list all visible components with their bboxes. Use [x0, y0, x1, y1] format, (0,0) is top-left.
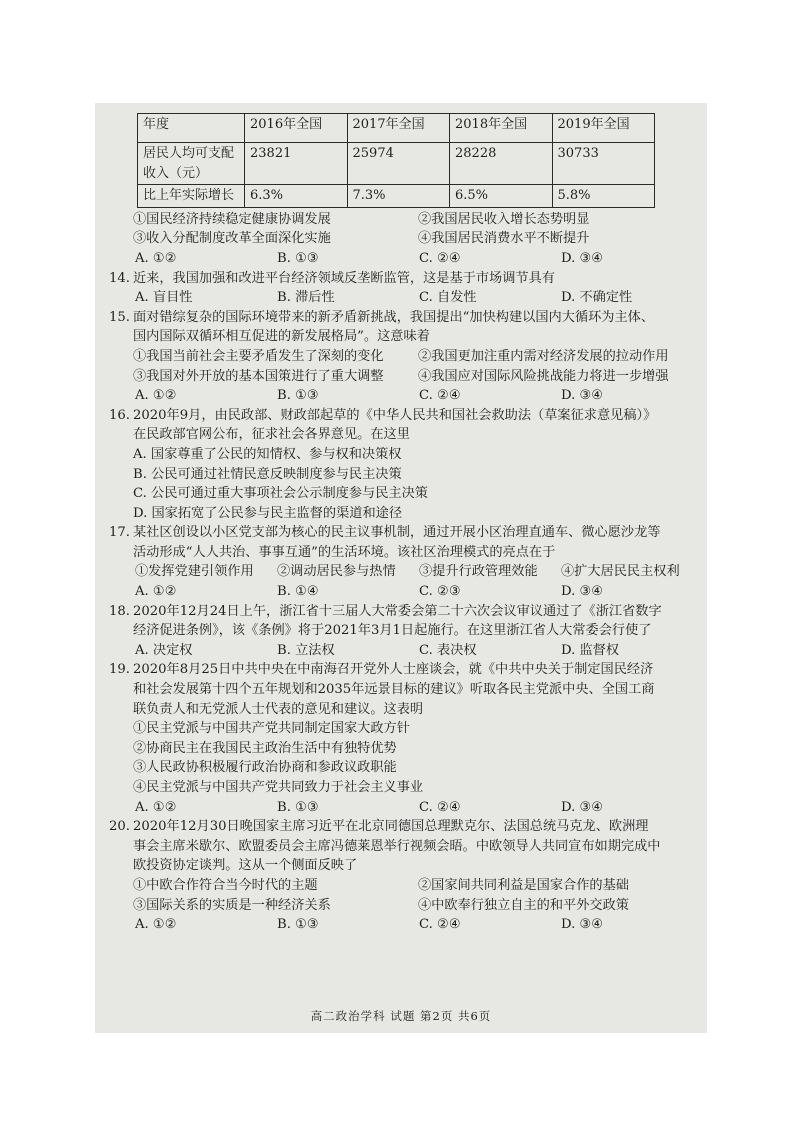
question-stem: 2020年12月30日晚国家主席习近平在北京同德国总理默克尔、法国总统马克龙、欧洲理	[133, 819, 649, 835]
question-18	[109, 602, 703, 661]
question-number: 16.	[109, 407, 130, 423]
option-d: D. ③④	[561, 799, 604, 815]
table-cell: 7.3%	[347, 185, 450, 208]
statement-row	[133, 876, 703, 896]
question-stem: 近来，我国加强和改进平台经济领域反垄断监管，这是基于市场调节具有	[133, 270, 555, 286]
option-d: D. ③④	[561, 388, 604, 404]
statement-row	[133, 562, 703, 582]
statement: ③收入分配制度改革全面深化实施	[133, 231, 331, 247]
question-stem: 经济促进条例》，该《条例》将于2021年3月1日起施行。在这里浙江省人大常委会行使了	[133, 623, 652, 639]
table-header-cell: 2018年全国	[450, 114, 553, 143]
table-row	[138, 185, 655, 208]
table-header-cell: 2017年全国	[347, 114, 450, 143]
statement-row	[133, 210, 703, 230]
option-a: A. 决定权	[135, 642, 193, 658]
option-b: B. 立法权	[277, 642, 335, 658]
statement: ②调动居民参与热情	[277, 564, 396, 580]
table-row-label: 居民人均可支配收入（元）	[138, 143, 245, 185]
question-stem: 2020年12月24日上午，浙江省十三届人大常委会第二十六次会议审议通过了《浙江省数字	[133, 603, 662, 619]
question-stem: 2020年9月，由民政部、财政部起草的《中华人民共和国社会救助法（草案征求意见稿）》	[133, 407, 657, 423]
statement: ③人民政协积极履行政治协商和参政议政职能	[133, 760, 397, 776]
statement: ③我国对外开放的基本国策进行了重大调整	[133, 368, 384, 384]
question-stem: 某社区创设以小区党支部为核心的民主议事机制，通过开展小区治理直通车、微心愿沙龙等	[133, 525, 661, 541]
question-16	[109, 406, 703, 524]
option-b: B. ①③	[277, 799, 319, 815]
option-b: B. ①③	[277, 388, 319, 404]
option-b: B. 滞后性	[277, 290, 335, 306]
question-stem: 欧投资协定谈判。这从一个侧面反映了	[133, 858, 358, 874]
question-number: 20.	[109, 819, 130, 835]
table-header-cell: 2019年全国	[552, 114, 655, 143]
answer-options	[133, 288, 703, 308]
statement-row	[133, 896, 703, 916]
question-15	[109, 308, 703, 406]
statement-row	[133, 229, 703, 249]
answer-options	[133, 582, 703, 602]
table-cell: 6.5%	[450, 185, 553, 208]
question-20	[109, 817, 703, 935]
statement: ②我国居民收入增长态势明显	[418, 211, 590, 227]
option-b: B. ①④	[277, 584, 319, 600]
option-c: C. ②④	[419, 799, 461, 815]
option-c: C. ②④	[419, 917, 461, 933]
option-a: A. 盲目性	[135, 290, 193, 306]
option-c: C. ②④	[419, 250, 461, 266]
option-c: C. 表决权	[419, 642, 477, 658]
option-b: B. ①③	[277, 250, 319, 266]
option-a: A. ①②	[135, 584, 177, 600]
table-header-cell: 2016年全国	[245, 114, 348, 143]
table-cell: 6.3%	[245, 185, 348, 208]
option-c: C. ②④	[419, 388, 461, 404]
question-19	[109, 660, 703, 817]
answer-options	[133, 249, 703, 269]
answer-options	[133, 915, 703, 935]
question-17	[109, 523, 703, 601]
answer-options	[133, 798, 703, 818]
answer-options	[133, 386, 703, 406]
question-stem: 在民政部官网公布，征求社会各界意见。在这里	[133, 427, 410, 443]
question-number: 19.	[109, 662, 130, 678]
table-row	[138, 143, 655, 185]
statement: ①我国当前社会主要矛盾发生了深刻的变化	[133, 348, 384, 364]
table-cell: 30733	[552, 143, 655, 185]
statement: ①中欧合作符合当今时代的主题	[133, 877, 318, 893]
option-d: D. ③④	[561, 250, 604, 266]
income-table	[137, 113, 655, 208]
exam-page	[95, 103, 707, 1033]
table-cell: 23821	[245, 143, 348, 185]
statement: ④我国应对国际风险挑战能力将进一步增强	[418, 368, 669, 384]
table-cell: 25974	[347, 143, 450, 185]
option-d: D. ③④	[561, 917, 604, 933]
option-a: A. 国家尊重了公民的知情权、参与权和决策权	[133, 446, 402, 462]
option-d: D. 国家拓宽了公民参与民主监督的渠道和途径	[133, 505, 403, 521]
statement: ①发挥党建引领作用	[135, 564, 254, 580]
table-cell: 28228	[450, 143, 553, 185]
question-14	[109, 269, 703, 308]
statement-row	[133, 347, 703, 367]
question-stem: 面对错综复杂的国际环境带来的新矛盾新挑战，我国提出“加快构建以国内大循环为主体、	[133, 309, 655, 325]
option-d: D. 监督权	[561, 642, 620, 658]
statement: ①民主党派与中国共产党共同制定国家大政方针	[133, 721, 410, 737]
option-a: A. ①②	[135, 250, 177, 266]
statement-row	[133, 367, 703, 387]
option-c: C. ②③	[419, 584, 461, 600]
statement: ④中欧奉行独立自主的和平外交政策	[418, 897, 629, 913]
statement: ③提升行政管理效能	[419, 564, 538, 580]
option-b: B. 公民可通过社情民意反映制度参与民主决策	[133, 466, 402, 482]
statement: ②国家间共同利益是国家合作的基础	[418, 877, 629, 893]
question-stem: 事会主席米歇尔、欧盟委员会主席冯德莱恩举行视频会晤。中欧领导人共同宣布如期完成中	[133, 838, 661, 854]
page-footer: 高二政治学科 试题 第2页 共6页	[310, 1009, 492, 1023]
option-a: A. ①②	[135, 799, 177, 815]
table-header-row	[138, 114, 655, 143]
statement: ④我国居民消费水平不断提升	[418, 231, 590, 247]
statement: ④扩大居民民主权利	[561, 564, 680, 580]
question-13	[133, 210, 703, 269]
option-a: A. ①②	[135, 388, 177, 404]
question-stem: 活动形成“人人共治、事事互通”的生活环境。该社区治理模式的亮点在于	[133, 544, 556, 560]
page-content	[109, 113, 703, 935]
statement: ④民主党派与中国共产党共同致力于社会主义事业	[133, 780, 424, 795]
statement: ②协商民主在我国民主政治生活中有独特优势	[133, 740, 397, 756]
option-a: A. ①②	[135, 917, 177, 933]
table-cell: 5.8%	[552, 185, 655, 208]
statement: ①国民经济持续稳定健康协调发展	[133, 211, 331, 227]
statement: ③国际关系的实质是一种经济关系	[133, 897, 331, 913]
table-header-cell: 年度	[138, 114, 245, 143]
question-stem: 国内国际双循环相互促进的新发展格局”。这意味着	[133, 329, 430, 345]
answer-options	[133, 641, 703, 661]
question-number: 14.	[109, 270, 130, 286]
question-number: 17.	[109, 525, 130, 541]
question-number: 15.	[109, 309, 130, 325]
question-number: 18.	[109, 603, 130, 619]
statement: ②我国更加注重内需对经济发展的拉动作用	[418, 348, 669, 364]
question-stem: 2020年8月25日中共中央在中南海召开党外人士座谈会，就《中共中央关于制定国民经济	[133, 662, 654, 678]
option-c: C. 自发性	[419, 290, 477, 306]
option-d: D. ③④	[561, 584, 604, 600]
question-stem: 联负责人和无党派人士代表的意见和建议。这表明	[133, 701, 424, 717]
option-b: B. ①③	[277, 917, 319, 933]
question-stem: 和社会发展第十四个五年规划和2035年远景目标的建议》听取各民主党派中央、全国工商	[133, 682, 655, 698]
table-row-label: 比上年实际增长	[138, 185, 245, 208]
option-d: D. 不确定性	[561, 290, 633, 306]
option-c: C. 公民可通过重大事项社会公示制度参与民主决策	[133, 486, 428, 502]
